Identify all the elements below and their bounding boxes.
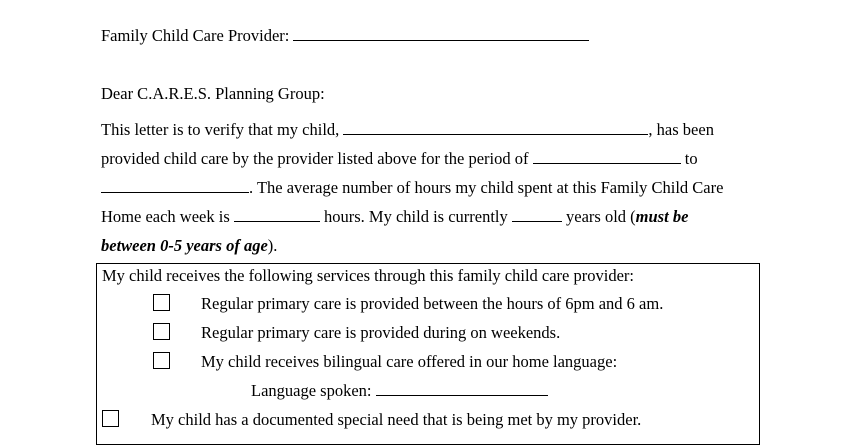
greeting: Dear C.A.R.E.S. Planning Group: xyxy=(101,84,325,103)
body-line-2 xyxy=(101,149,698,169)
body-text: ). xyxy=(267,236,278,255)
body-text: years old ( xyxy=(566,207,636,226)
age-requirement-emphasis: must be xyxy=(635,207,689,226)
services-intro: My child receives the following services through this family child care provider: xyxy=(102,266,634,285)
checkbox-special-need[interactable] xyxy=(102,410,119,427)
item-bilingual-care-label: My child receives bilingual care offered in our home language: xyxy=(201,352,618,371)
period-end-field[interactable] xyxy=(101,178,249,193)
body-text: to xyxy=(684,149,698,168)
body-text: hours. My child is currently xyxy=(324,207,508,226)
provider-name-field[interactable] xyxy=(293,26,589,41)
checkbox-bilingual-care[interactable] xyxy=(153,352,170,369)
provider-line xyxy=(101,26,589,46)
body-line-3 xyxy=(101,178,723,198)
age-range-emphasis: between 0-5 years of age xyxy=(101,236,268,255)
provider-label: Family Child Care Provider: xyxy=(101,26,290,45)
body-line-5 xyxy=(101,236,277,256)
body-text: Home each week is xyxy=(101,207,230,226)
body-line-1 xyxy=(101,120,714,140)
special-need-label: My child has a documented special need that is being met by my provider. xyxy=(151,410,642,429)
item-weekend-care-label: Regular primary care is provided during on weekends. xyxy=(201,323,561,342)
item-evening-care-label: Regular primary care is provided between the hours of 6pm and 6 am. xyxy=(201,294,664,313)
child-name-field[interactable] xyxy=(343,120,648,135)
checkbox-weekend-care[interactable] xyxy=(153,323,170,340)
language-spoken-field[interactable] xyxy=(376,381,548,396)
body-text: , has been xyxy=(648,120,714,139)
period-start-field[interactable] xyxy=(533,149,681,164)
language-line xyxy=(251,381,548,401)
language-label: Language spoken: xyxy=(251,381,372,400)
checkbox-evening-care[interactable] xyxy=(153,294,170,311)
body-line-4 xyxy=(101,207,688,227)
body-text: . The average number of hours my child spent at this Family Child Care xyxy=(249,178,724,197)
hours-per-week-field[interactable] xyxy=(234,207,320,222)
body-text: provided child care by the provider listed above for the period of xyxy=(101,149,529,168)
body-text: This letter is to verify that my child, xyxy=(101,120,340,139)
child-age-field[interactable] xyxy=(512,207,562,222)
